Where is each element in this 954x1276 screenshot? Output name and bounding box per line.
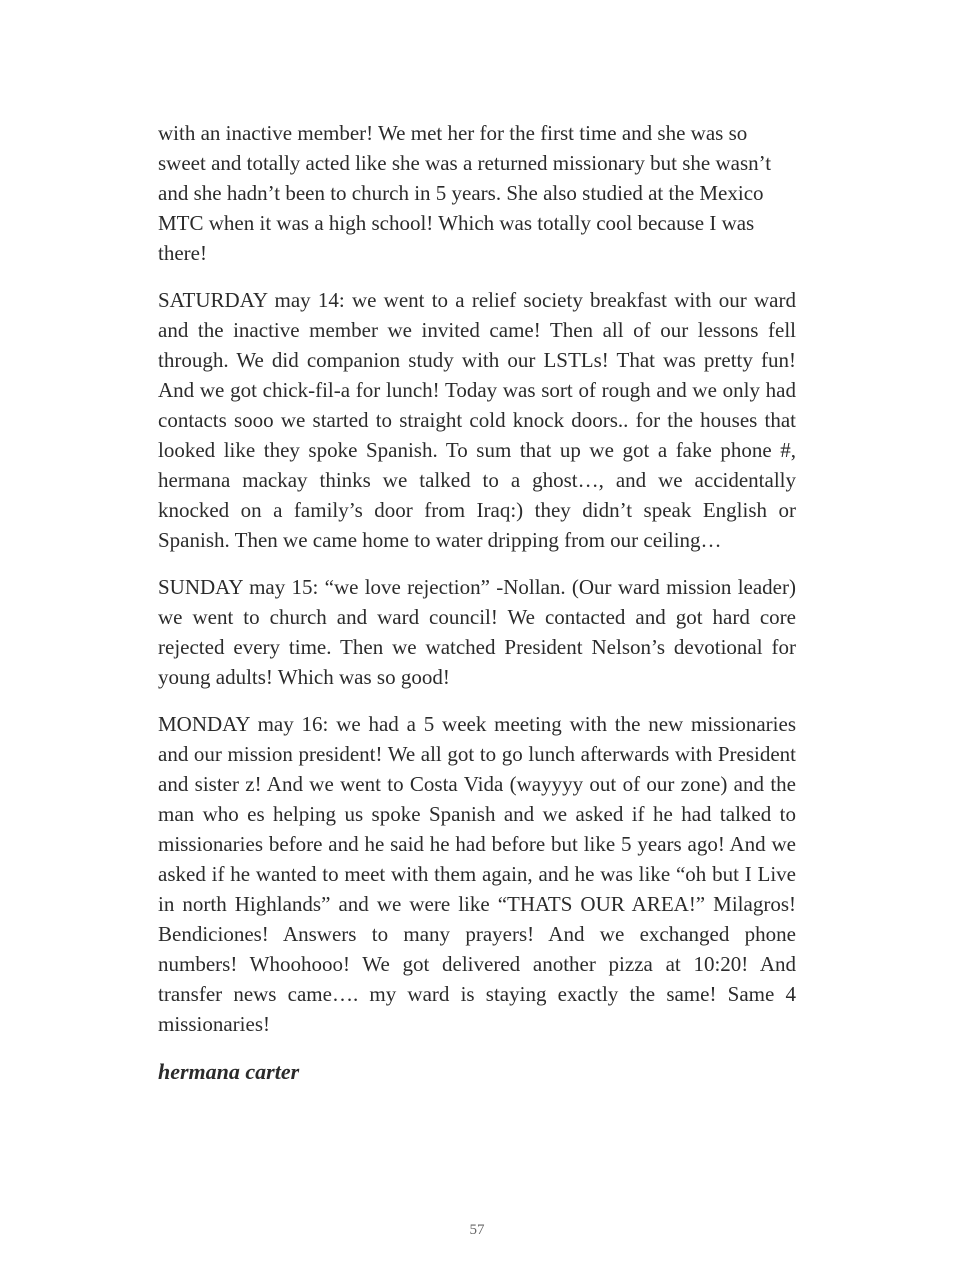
signature: hermana carter: [158, 1059, 300, 1084]
page-body: [158, 118, 796, 1087]
paragraph-sunday: SUNDAY may 15: “we love rejection” -Nollan. (Our ward mission leader) we went to church and ward council! We contacted and got hard core rejected every time. Then we watched President Nelson’s devotional for young adults! Which was so good!: [158, 575, 796, 689]
paragraph-continued: with an inactive member! We met her for the first time and she was so sweet and totally acted like she was a returned missionary but she wasn’t and she hadn’t been to church in 5 years. She also studied at the Mexico MTC when it was a high school! Which was totally cool because I was there!: [158, 121, 772, 265]
paragraph-saturday: SATURDAY may 14: we went to a relief society breakfast with our ward and the inactive member we invited came! Then all of our lessons fell through. We did companion study with our LSTLs! That was pretty fun! And we got chick-fil-a for lunch! Today was sort of rough and we only had contacts sooo we started to straight cold knock doors.. for the houses that looked like they spoke Spanish. To sum that up we got a fake phone #, hermana mackay thinks we talked to a ghost…, and we accidentally knocked on a family’s door from Iraq:) they didn’t speak English or Spanish. Then we came home to water dripping from our ceiling…: [158, 288, 796, 552]
page-number: 57: [469, 1222, 485, 1238]
paragraph-monday: MONDAY may 16: we had a 5 week meeting with the new missionaries and our mission president! We all got to go lunch afterwards with President and sister z! And we went to Costa Vida (wayyyy out of our zone) and the man who es helping us spoke Spanish and we asked if he had talked to missionaries before and he said he had before but like 5 years ago! And we asked if he wanted to meet with them again, and he was like “oh but I Live in north Highlands” and we were like “THATS OUR AREA!” Milagros! Bendiciones! Answers to many prayers! And we exchanged phone numbers! Whoohooo! We got delivered another pizza at 10:20! And transfer news came…. my ward is staying exactly the same! Same 4 missionaries!: [158, 712, 796, 1036]
